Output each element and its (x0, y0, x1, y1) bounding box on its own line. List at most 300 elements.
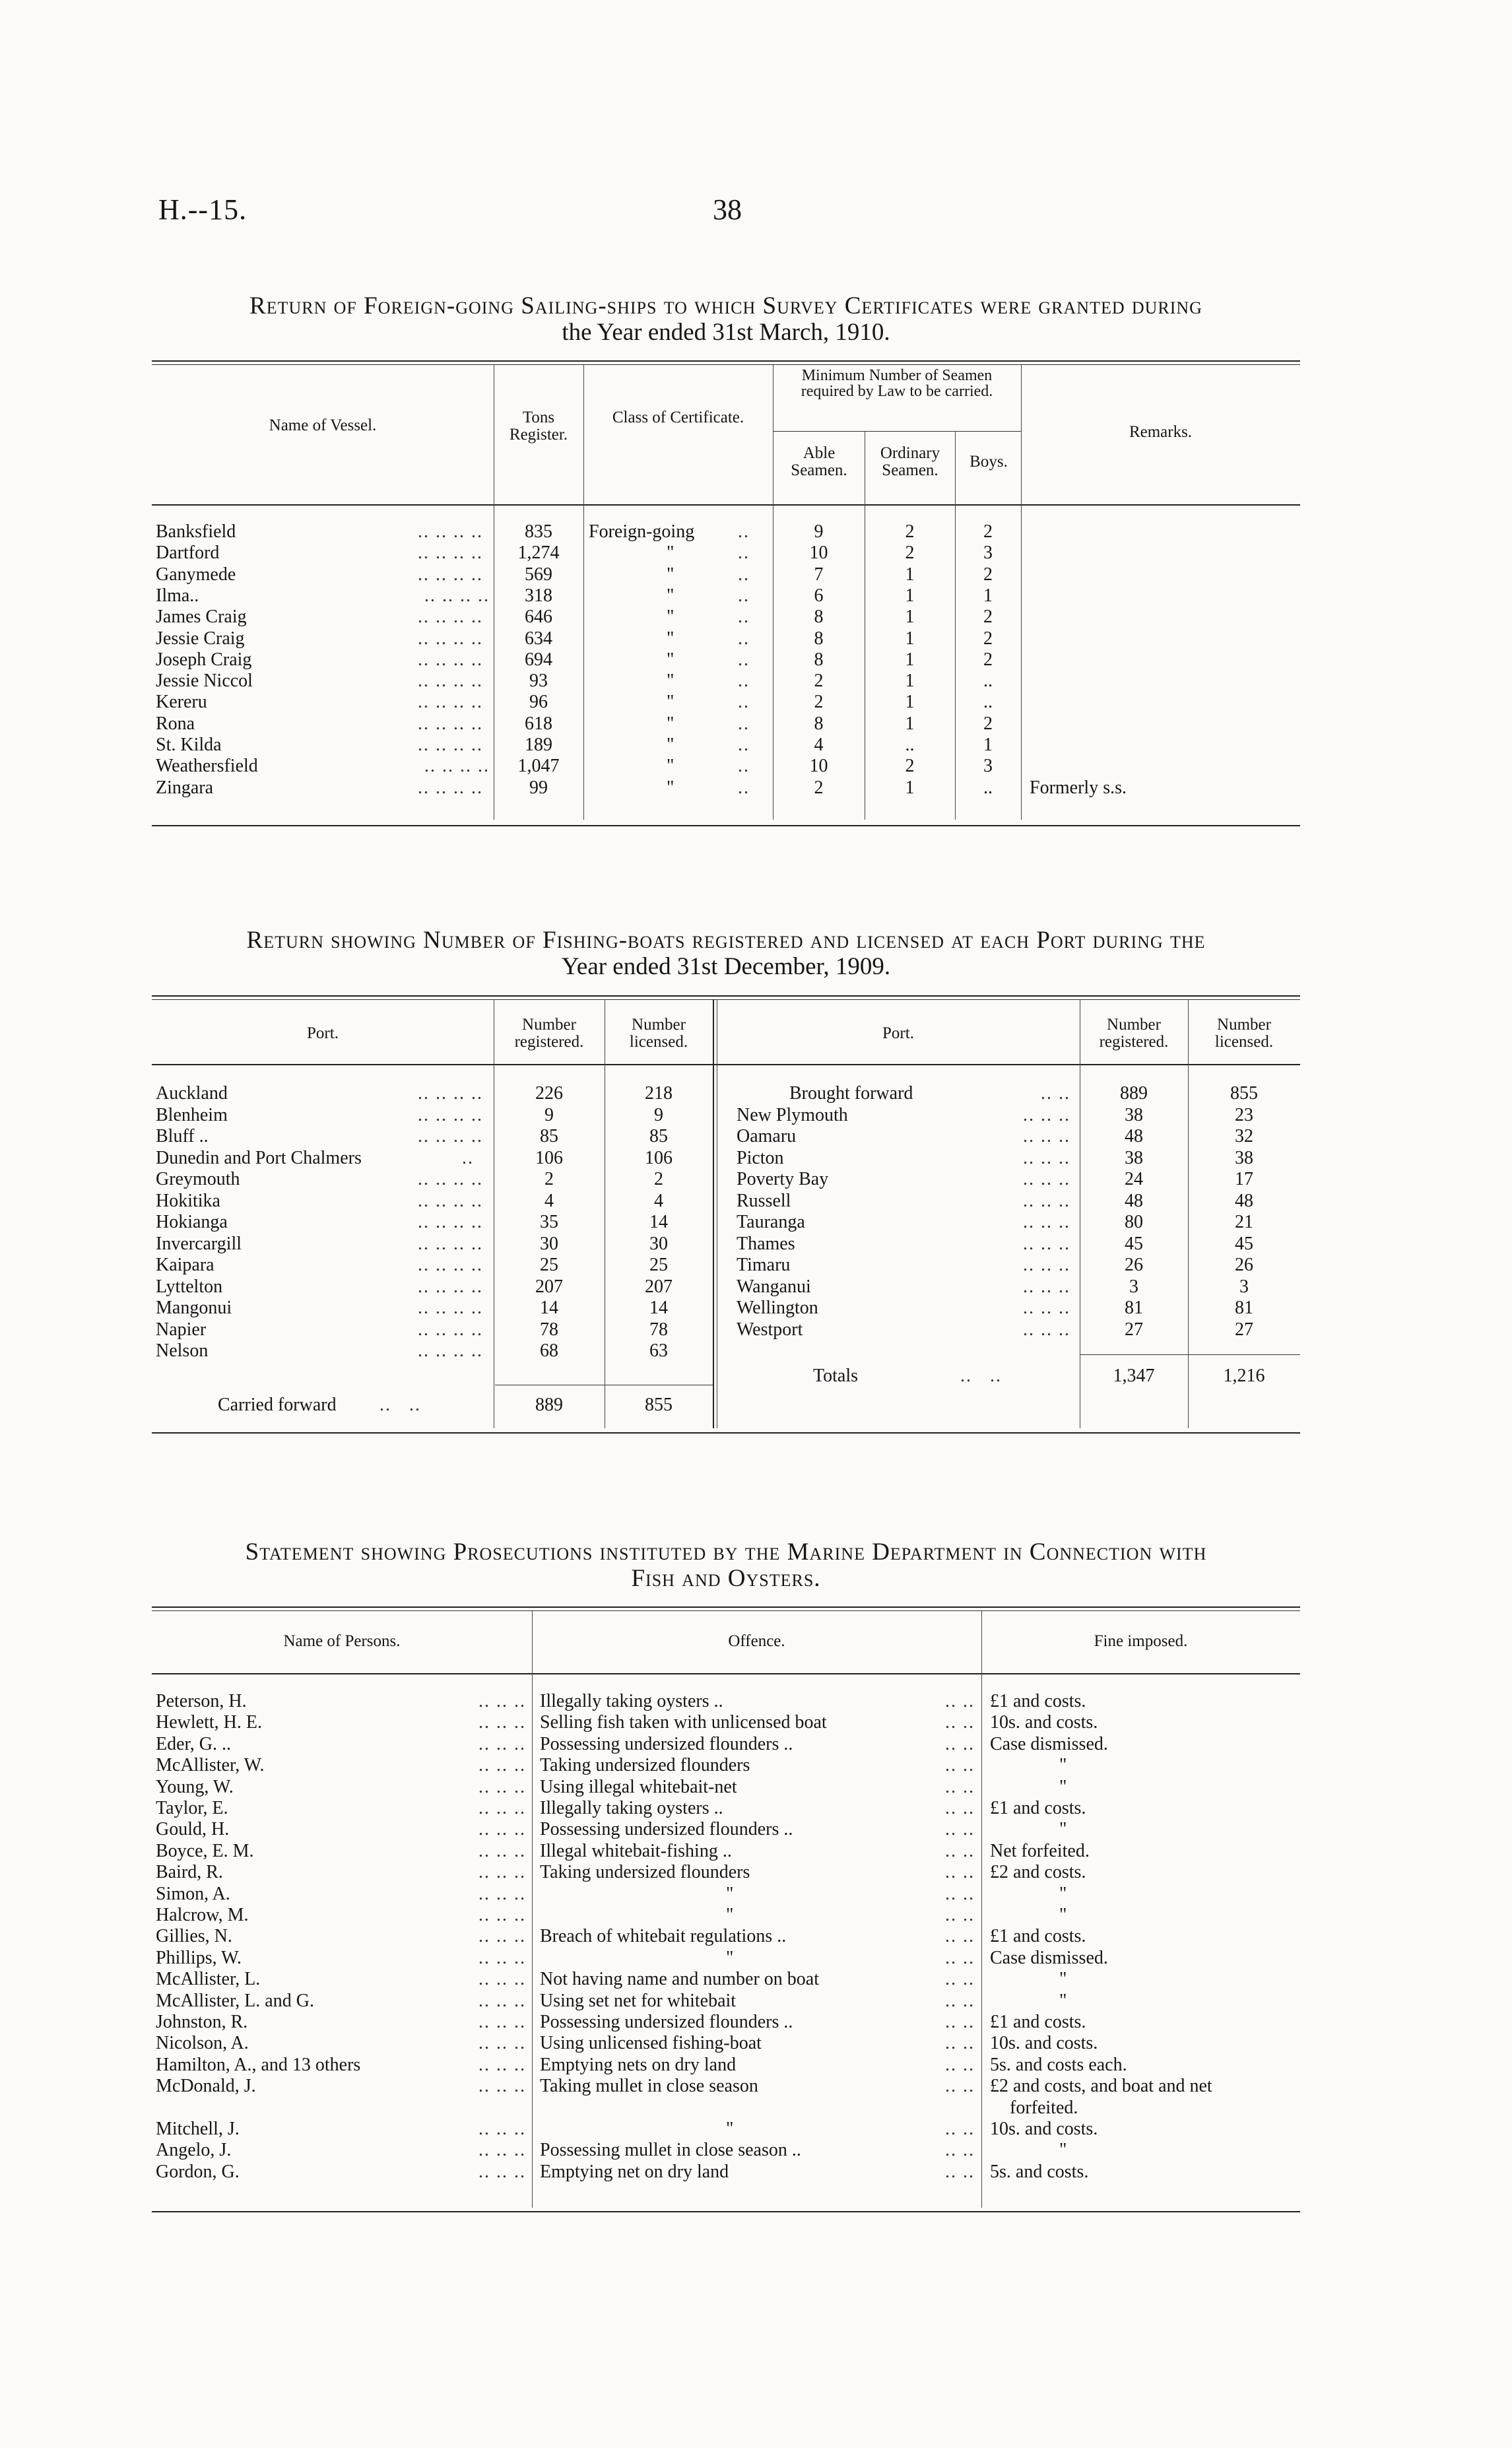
port-registered: 81 (1125, 1298, 1143, 1318)
port-registered: 889 (1120, 1083, 1148, 1104)
boys: 2 (983, 521, 993, 542)
fine-imposed: " (1059, 1991, 1067, 2011)
port-name: Mangonui (156, 1298, 232, 1318)
port-registered: 226 (535, 1083, 563, 1104)
fine-imposed: 10s. and costs. (990, 2033, 1098, 2053)
leader-dots: .. .. .. (1023, 1126, 1070, 1146)
vessel-name: Rona (156, 713, 195, 734)
offence: Possessing mullet in close season .. (540, 2140, 801, 2160)
totals-leader: .. .. (960, 1366, 1002, 1386)
fine-imposed: " (1059, 1905, 1067, 1925)
tons-register: 1,274 (517, 543, 560, 563)
header-persons: Name of Persons. (283, 1632, 401, 1650)
person-name: Peterson, H. (156, 1691, 247, 1711)
header-boys: Boys. (970, 453, 1008, 471)
leader-dots: .. .. (945, 1926, 975, 1946)
able-seamen: 4 (814, 735, 824, 755)
port-registered: 207 (535, 1276, 563, 1297)
leader-dots: .. .. (945, 2076, 975, 2096)
leader-dots: .. .. (945, 1991, 975, 2011)
offence: Breach of whitebait regulations .. (540, 1926, 787, 1946)
vessel-name: St. Kilda (156, 735, 222, 755)
vessel-name: Jessie Craig (156, 628, 245, 649)
port-name: Napier (156, 1319, 207, 1340)
leader-dots: .. .. .. (478, 2140, 526, 2160)
leader-dots: .. .. .. .. (424, 756, 490, 776)
leader-dots: .. .. (945, 1969, 975, 1989)
port-licensed: 26 (1235, 1255, 1253, 1275)
person-name: Hamilton, A., and 13 others (156, 2055, 361, 2075)
port-name: Nelson (156, 1340, 209, 1361)
port-name: Tauranga (737, 1212, 805, 1232)
fine-imposed: " (1059, 1819, 1067, 1839)
offence: " (726, 1905, 734, 1925)
certificate-class: " (667, 756, 674, 776)
offence: Possessing undersized flounders .. (540, 1819, 793, 1839)
tons-register: 99 (529, 777, 548, 798)
port-licensed: 38 (1235, 1148, 1253, 1168)
port-name: Kaipara (156, 1255, 214, 1275)
leader-dots: .. .. .. (1023, 1212, 1070, 1232)
able-seamen: 2 (814, 777, 824, 798)
port-licensed: 23 (1235, 1105, 1253, 1125)
ordinary-seamen: 2 (905, 521, 915, 542)
leader-dots: .. .. .. .. (418, 1105, 483, 1125)
leader-dots: .. (738, 628, 750, 649)
leader-dots: .. .. .. .. (418, 1169, 483, 1189)
leader-dots: .. .. (945, 1862, 975, 1882)
leader-dots: .. .. .. (478, 2055, 526, 2075)
ordinary-seamen: 1 (905, 649, 915, 670)
port-name: Oamaru (737, 1126, 797, 1146)
leader-dots: .. .. .. (478, 1755, 526, 1775)
vessel-name: Weathersfield (156, 756, 258, 776)
sailing-title-pre: Return (249, 292, 327, 319)
able-seamen: 7 (814, 564, 824, 585)
offence: Selling fish taken with unlicensed boat (540, 1712, 827, 1733)
leader-dots: .. .. .. .. (418, 607, 483, 627)
fine-imposed: Case dismissed. (990, 1948, 1108, 1968)
offence: Using unlicensed fishing-boat (540, 2033, 762, 2053)
leader-dots: .. .. .. (478, 1905, 526, 1925)
port-registered: 9 (544, 1105, 554, 1125)
leader-dots: .. .. .. .. (418, 1126, 483, 1146)
sailing-title-line1: of Foreign-going Sailing-ships to which Survey Certificates were granted during (327, 292, 1202, 319)
boys: 3 (983, 543, 993, 563)
header-able-seamen: Able Seamen. (791, 444, 847, 479)
port-name: Hokitika (156, 1191, 220, 1211)
port-registered: 4 (544, 1191, 554, 1211)
vessel-name: Ganymede (156, 564, 236, 585)
leader-dots: .. .. (945, 1948, 975, 1968)
able-seamen: 8 (814, 713, 824, 734)
leader-dots: .. (738, 777, 750, 798)
leader-dots: .. (738, 585, 750, 606)
port-registered: 30 (540, 1234, 558, 1254)
leader-dots: .. .. .. .. (418, 735, 483, 755)
port-licensed: 21 (1235, 1212, 1253, 1232)
port-registered: 26 (1125, 1255, 1143, 1275)
leader-dots: .. (738, 756, 750, 776)
fine-imposed-continued: forfeited. (1010, 2098, 1078, 2118)
boys: 2 (983, 564, 993, 585)
port-name: Dunedin and Port Chalmers (156, 1148, 362, 1168)
fine-imposed: " (1059, 1969, 1067, 1989)
leader-dots: .. (738, 735, 750, 755)
port-licensed: 17 (1235, 1169, 1253, 1189)
boys: 2 (983, 649, 993, 670)
fine-imposed: £1 and costs. (990, 2012, 1086, 2032)
fine-imposed: 10s. and costs. (990, 2119, 1098, 2139)
prosecutions-title-line2: Fish and Oysters. (631, 1565, 821, 1592)
leader-dots: .. .. .. .. (418, 671, 483, 691)
sailing-title-line2: the Year ended 31st March, 1910. (562, 319, 890, 346)
able-seamen: 10 (809, 756, 828, 776)
leader-dots: .. .. (945, 2033, 975, 2053)
port-registered: 24 (1125, 1169, 1143, 1189)
page-reference: H.--15. (158, 193, 247, 226)
leader-dots: .. .. .. .. (418, 1298, 483, 1318)
person-name: Phillips, W. (156, 1948, 242, 1968)
leader-dots: .. .. .. (478, 1712, 526, 1733)
fine-imposed: £2 and costs. (990, 1862, 1086, 1882)
fine-imposed: Case dismissed. (990, 1734, 1108, 1754)
certificate-class: " (667, 628, 674, 649)
boys: 2 (983, 607, 993, 627)
header-remarks: Remarks. (1129, 423, 1193, 441)
port-registered: 3 (1129, 1276, 1138, 1297)
ordinary-seamen: 1 (905, 671, 915, 691)
header-licensed-right: Number licensed. (1214, 1016, 1274, 1051)
port-name: Auckland (156, 1083, 228, 1104)
able-seamen: 2 (814, 671, 824, 691)
leader-dots: .. (738, 521, 750, 542)
person-name: Gordon, G. (156, 2162, 240, 2182)
fine-imposed: 5s. and costs. (990, 2162, 1089, 2182)
certificate-class: " (667, 671, 674, 691)
leader-dots: .. .. .. (478, 1862, 526, 1882)
leader-dots: .. .. .. (478, 2033, 526, 2053)
leader-dots: .. .. .. (478, 2012, 526, 2032)
leader-dots: .. .. .. (478, 1884, 526, 1904)
carried-forward-leader: .. .. (379, 1395, 421, 1415)
boys: .. (983, 777, 993, 798)
offence: " (726, 1948, 734, 1968)
person-name: Gould, H. (156, 1819, 230, 1839)
leader-dots: .. .. .. (478, 1948, 526, 1968)
ordinary-seamen: 1 (905, 585, 915, 606)
port-name: Westport (737, 1319, 803, 1340)
port-registered: 14 (540, 1298, 558, 1318)
ordinary-seamen: 1 (905, 564, 915, 585)
fine-imposed: 10s. and costs. (990, 1712, 1098, 1733)
port-licensed: 4 (654, 1191, 663, 1211)
leader-dots: .. .. (945, 1798, 975, 1818)
port-name: Russell (737, 1191, 791, 1211)
boys: 2 (983, 628, 993, 649)
prosecutions-title-line1: showing Prosecutions instituted by the Marine Department in Connection with (354, 1538, 1207, 1566)
port-registered: 25 (540, 1255, 558, 1275)
prosecutions-title (152, 1539, 1300, 1592)
offence: " (726, 2119, 734, 2139)
leader-dots: .. .. .. (478, 1734, 526, 1754)
tons-register: 96 (529, 692, 548, 712)
port-licensed: 45 (1235, 1234, 1253, 1254)
header-port-right: Port. (882, 1024, 914, 1042)
person-name: McAllister, W. (156, 1755, 265, 1775)
fishing-title (152, 927, 1300, 980)
leader-dots: .. .. .. .. (418, 521, 483, 542)
leader-dots: .. .. .. (478, 1819, 526, 1839)
port-licensed: 30 (649, 1234, 668, 1254)
header-minimum-seamen: Minimum Number of Seamen required by Law to be carried. (801, 367, 993, 400)
leader-dots: .. .. .. .. (418, 1319, 483, 1340)
person-name: Eder, G. .. (156, 1734, 231, 1754)
tons-register: 189 (525, 735, 552, 755)
boys: 1 (983, 585, 993, 606)
leader-dots: .. .. .. .. (418, 1083, 483, 1104)
fishing-title-line1: showing Number of Fishing-boats registered and licensed at each Port during the (323, 927, 1206, 954)
port-name: Thames (737, 1234, 795, 1254)
leader-dots: .. .. .. (1023, 1234, 1070, 1254)
fine-imposed: " (1059, 1884, 1067, 1904)
person-name: Johnston, R. (156, 2012, 248, 2032)
carried-forward-licensed: 855 (645, 1395, 673, 1415)
port-licensed: 9 (654, 1105, 663, 1125)
certificate-class: " (667, 564, 674, 585)
port-name: Greymouth (156, 1169, 240, 1189)
leader-dots: .. .. .. (1023, 1105, 1070, 1125)
port-name: Poverty Bay (737, 1169, 829, 1189)
port-registered: 45 (1125, 1234, 1143, 1254)
port-licensed: 32 (1235, 1126, 1253, 1146)
leader-dots: .. .. .. (1023, 1255, 1070, 1275)
leader-dots: .. .. .. (478, 2119, 526, 2139)
tons-register: 618 (525, 713, 552, 734)
tons-register: 694 (525, 649, 552, 670)
certificate-class: " (667, 777, 674, 798)
able-seamen: 9 (814, 521, 824, 542)
port-licensed: 106 (645, 1148, 673, 1168)
leader-dots: .. .. .. .. (424, 585, 490, 606)
leader-dots: .. .. (945, 1819, 975, 1839)
fine-imposed: " (1059, 1777, 1067, 1797)
leader-dots: .. .. (945, 1755, 975, 1775)
leader-dots: .. .. .. (478, 1969, 526, 1989)
boys: .. (983, 671, 993, 691)
leader-dots: .. .. (945, 2119, 975, 2139)
leader-dots: .. .. .. .. (418, 543, 483, 563)
port-licensed: 14 (649, 1298, 668, 1318)
fine-imposed: " (1059, 1755, 1067, 1775)
leader-dots: .. .. .. (1023, 1298, 1070, 1318)
offence: Using illegal whitebait-net (540, 1777, 737, 1797)
leader-dots: .. .. (1041, 1083, 1070, 1104)
fine-imposed: £1 and costs. (990, 1691, 1086, 1711)
port-licensed: 3 (1239, 1276, 1249, 1297)
tons-register: 318 (525, 585, 552, 606)
vessel-name: Jessie Niccol (156, 671, 253, 691)
leader-dots: .. .. .. .. (418, 1191, 483, 1211)
ordinary-seamen: 2 (905, 543, 915, 563)
port-registered: 106 (535, 1148, 563, 1168)
leader-dots: .. .. .. (478, 1798, 526, 1818)
ordinary-seamen: 1 (905, 607, 915, 627)
leader-dots: .. .. .. (1023, 1319, 1070, 1340)
port-name: Wellington (737, 1298, 818, 1318)
port-licensed: 14 (649, 1212, 668, 1232)
vessel-remarks: Formerly s.s. (1030, 777, 1127, 798)
boys: 3 (983, 756, 993, 776)
able-seamen: 8 (814, 649, 824, 670)
certificate-class: " (667, 585, 674, 606)
port-name: Wanganui (737, 1276, 811, 1297)
ordinary-seamen: 1 (905, 777, 915, 798)
leader-dots: .. .. (945, 2055, 975, 2075)
port-name: Invercargill (156, 1234, 242, 1254)
offence: Taking undersized flounders (540, 1862, 750, 1882)
fine-imposed: 5s. and costs each. (990, 2055, 1127, 2075)
offence: Illegally taking oysters .. (540, 1798, 723, 1818)
boys: 2 (983, 713, 993, 734)
page-number: 38 (713, 193, 742, 226)
port-licensed: 27 (1235, 1319, 1253, 1340)
carried-forward-registered: 889 (535, 1395, 563, 1415)
vessel-name: Banksfield (156, 521, 236, 542)
fine-imposed: " (1059, 2140, 1067, 2160)
header-vessel-name: Name of Vessel. (269, 416, 377, 434)
header-ordinary-seamen: Ordinary Seamen. (880, 444, 940, 479)
port-licensed: 48 (1235, 1191, 1253, 1211)
leader-dots: .. .. (945, 1712, 975, 1733)
leader-dots: .. .. .. (478, 2076, 526, 2096)
header-offence: Offence. (728, 1632, 785, 1650)
port-registered: 48 (1125, 1191, 1143, 1211)
leader-dots: .. .. (945, 1905, 975, 1925)
person-name: McAllister, L. (156, 1969, 261, 1989)
fine-imposed: £1 and costs. (990, 1926, 1086, 1946)
person-name: Mitchell, J. (156, 2119, 240, 2139)
offence: Emptying net on dry land (540, 2162, 729, 2182)
leader-dots: .. .. .. .. (418, 1212, 483, 1232)
leader-dots: .. (738, 649, 750, 670)
tons-register: 634 (525, 628, 552, 649)
leader-dots: .. (738, 543, 750, 563)
leader-dots: .. .. (945, 2012, 975, 2032)
leader-dots: .. .. .. (478, 1991, 526, 2011)
leader-dots: .. .. .. .. (418, 1234, 483, 1254)
vessel-name: Ilma.. (156, 585, 199, 606)
totals-registered: 1,347 (1113, 1366, 1155, 1386)
header-tons: Tons Register. (509, 409, 568, 444)
port-registered: 35 (540, 1212, 558, 1232)
able-seamen: 6 (814, 585, 824, 606)
port-registered: 80 (1125, 1212, 1143, 1232)
leader-dots: .. (738, 713, 750, 734)
port-name: Picton (737, 1148, 784, 1168)
person-name: Taylor, E. (156, 1798, 228, 1818)
leader-dots: .. .. .. .. (418, 1276, 483, 1297)
prosecutions-title-pre: Statement (245, 1538, 354, 1566)
port-licensed: 25 (649, 1255, 668, 1275)
person-name: Halcrow, M. (156, 1905, 249, 1925)
header-registered-right: Number registered. (1099, 1016, 1169, 1051)
ordinary-seamen: 1 (905, 628, 915, 649)
leader-dots: .. (738, 564, 750, 585)
leader-dots: .. .. .. (478, 1777, 526, 1797)
offence: Illegally taking oysters .. (540, 1691, 723, 1711)
offence: Illegal whitebait-fishing .. (540, 1841, 732, 1861)
person-name: McDonald, J. (156, 2076, 256, 2096)
port-name: Brought forward (789, 1083, 913, 1104)
boys: 1 (983, 735, 993, 755)
fishing-title-line2: Year ended 31st December, 1909. (561, 953, 891, 980)
tons-register: 835 (525, 521, 552, 542)
tons-register: 569 (525, 564, 552, 585)
port-name: New Plymouth (737, 1105, 848, 1125)
port-registered: 78 (540, 1319, 558, 1340)
person-name: Baird, R. (156, 1862, 223, 1882)
leader-dots: .. .. .. (478, 1841, 526, 1861)
certificate-class: " (667, 735, 674, 755)
fishing-title-pre: Return (246, 927, 324, 954)
port-licensed: 207 (645, 1276, 673, 1297)
port-registered: 38 (1125, 1148, 1143, 1168)
leader-dots: .. .. .. .. (418, 692, 483, 712)
port-registered: 68 (540, 1340, 558, 1361)
port-registered: 38 (1125, 1105, 1143, 1125)
ordinary-seamen: .. (905, 735, 915, 755)
offence: Not having name and number on boat (540, 1969, 820, 1989)
leader-dots: .. .. .. (478, 2162, 526, 2182)
leader-dots: .. .. .. .. (418, 713, 483, 734)
leader-dots: .. .. (945, 1691, 975, 1711)
vessel-name: Zingara (156, 777, 214, 798)
ordinary-seamen: 1 (905, 713, 915, 734)
boys: .. (983, 692, 993, 712)
able-seamen: 10 (809, 543, 828, 563)
leader-dots: .. .. .. (478, 1691, 526, 1711)
port-licensed: 63 (649, 1340, 668, 1361)
leader-dots: .. .. .. .. (418, 1340, 483, 1361)
leader-dots: .. (462, 1148, 474, 1168)
leader-dots: .. (738, 671, 750, 691)
offence: Taking mullet in close season (540, 2076, 758, 2096)
offence: Possessing undersized flounders .. (540, 2012, 793, 2032)
offence: " (726, 1884, 734, 1904)
vessel-name: Dartford (156, 543, 220, 563)
able-seamen: 8 (814, 607, 824, 627)
header-registered-left: Number registered. (514, 1016, 584, 1051)
port-registered: 48 (1125, 1126, 1143, 1146)
port-licensed: 81 (1235, 1298, 1253, 1318)
offence: Taking undersized flounders (540, 1755, 750, 1775)
port-licensed: 2 (654, 1169, 663, 1189)
fine-imposed: Net forfeited. (990, 1841, 1090, 1861)
port-licensed: 78 (649, 1319, 668, 1340)
leader-dots: .. .. (945, 1777, 975, 1797)
port-name: Lyttelton (156, 1276, 223, 1297)
port-name: Bluff .. (156, 1126, 209, 1146)
totals-label: Totals (813, 1366, 859, 1386)
sailing-title (152, 293, 1300, 346)
leader-dots: .. .. .. (1023, 1191, 1070, 1211)
vessel-name: James Craig (156, 607, 247, 627)
vessel-name: Joseph Craig (156, 649, 252, 670)
header-fine: Fine imposed. (1094, 1632, 1188, 1650)
leader-dots: .. .. .. .. (418, 777, 483, 798)
leader-dots: .. .. .. (1023, 1276, 1070, 1297)
